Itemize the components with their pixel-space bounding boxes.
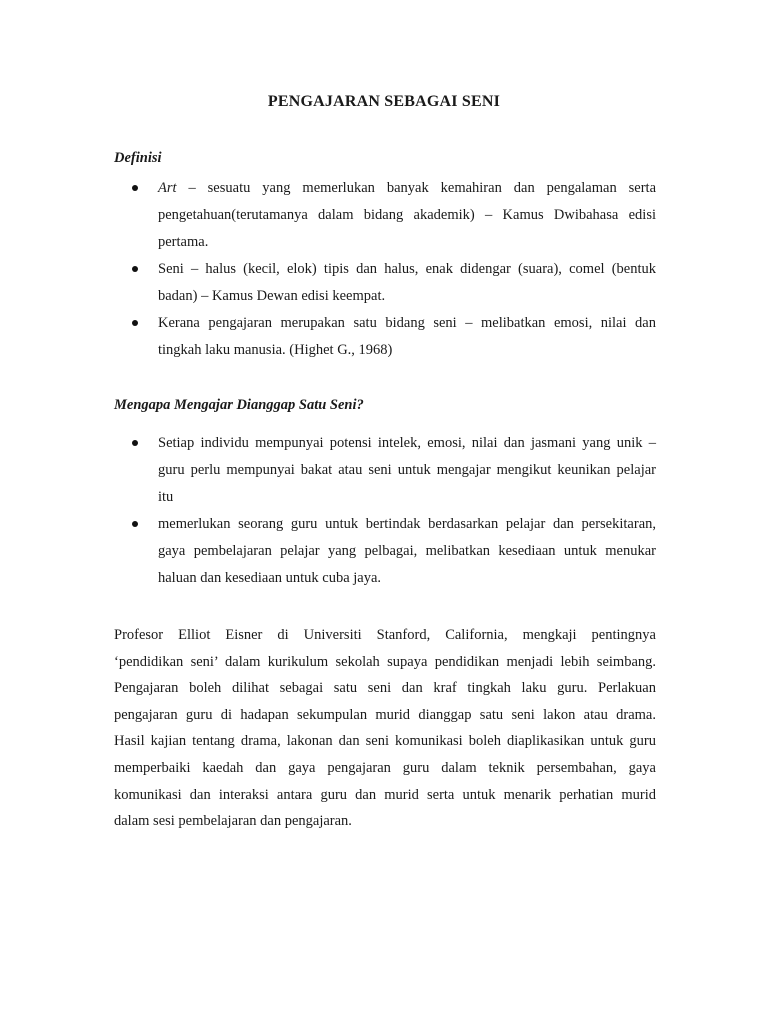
list-item-line: pengetahuan(terutamanya dalam bidang akademik) – Kamus Dwibahasa edisi [158,207,656,223]
list-item-line: tingkah laku manusia. (Highet G., 1968) [158,342,393,358]
why-list [114,430,656,592]
list-item-line: pertama. [158,234,209,250]
page-title: PENGAJARAN SEBAGAI SENI [267,93,501,110]
list-item-line: guru perlu mempunyai bakat atau seni untuk mengajar mengikut keunikan pelajar [158,462,656,478]
paragraph-line: komunikasi dan interaksi antara guru dan murid serta untuk menarik perhatian murid [114,786,656,803]
paragraph-line: Pengajaran boleh dilihat sebagai satu seni dan kraf tingkah laku guru. Perlakuan [114,680,656,697]
bullet-icon [132,320,138,326]
list-item [114,511,656,592]
paragraph-line: memperbaiki kaedah dan gaya pengajaran guru dalam teknik persembahan, gaya [114,759,656,776]
paragraph-line: Hasil kajian tentang drama, lakonan dan seni komunikasi boleh diaplikasikan untuk guru [114,733,656,750]
bullet-icon [132,440,138,446]
paragraph-line: dalam sesi pembelajaran dan pengajaran. [114,813,352,830]
definition-list [114,175,656,364]
bullet-icon [132,185,138,191]
list-item-line: badan) – Kamus Dewan edisi keempat. [158,288,386,304]
list-item-line: Setiap individu mempunyai potensi intelek, emosi, nilai dan jasmani yang unik – [158,435,656,451]
list-item [114,310,656,364]
list-item-line: Art – sesuatu yang memerlukan banyak kemahiran dan pengalaman serta [158,180,656,196]
bullet-icon [132,266,138,272]
body-paragraph [114,622,656,835]
list-item-line: gaya pembelajaran pelajar yang pelbagai, melibatkan kesediaan untuk menukar [158,543,656,559]
list-item-line: itu [158,489,174,505]
paragraph-line: ‘pendidikan seni’ dalam kurikulum sekolah supaya pendidikan menjadi lebih seimbang. [114,653,656,670]
why-heading: Mengapa Mengajar Dianggap Satu Seni? [114,397,364,413]
list-item-line: haluan dan kesediaan untuk cuba jaya. [158,570,382,586]
list-item-line: Seni – halus (kecil, elok) tipis dan halus, enak didengar (suara), comel (bentuk [158,261,656,277]
list-item [114,256,656,310]
list-item [114,430,656,511]
paragraph-line: pengajaran guru di hadapan sekumpulan murid dianggap satu seni lakon atau drama. [114,706,656,723]
definition-heading: Definisi [114,150,162,166]
list-item-line: memerlukan seorang guru untuk bertindak berdasarkan pelajar dan persekitaran, [158,516,656,532]
paragraph-line: Profesor Elliot Eisner di Universiti Stanford, California, mengkaji pentingnya [114,627,656,643]
bullet-icon [132,521,138,527]
list-item [114,175,656,256]
list-item-line: Kerana pengajaran merupakan satu bidang seni – melibatkan emosi, nilai dan [158,315,656,331]
